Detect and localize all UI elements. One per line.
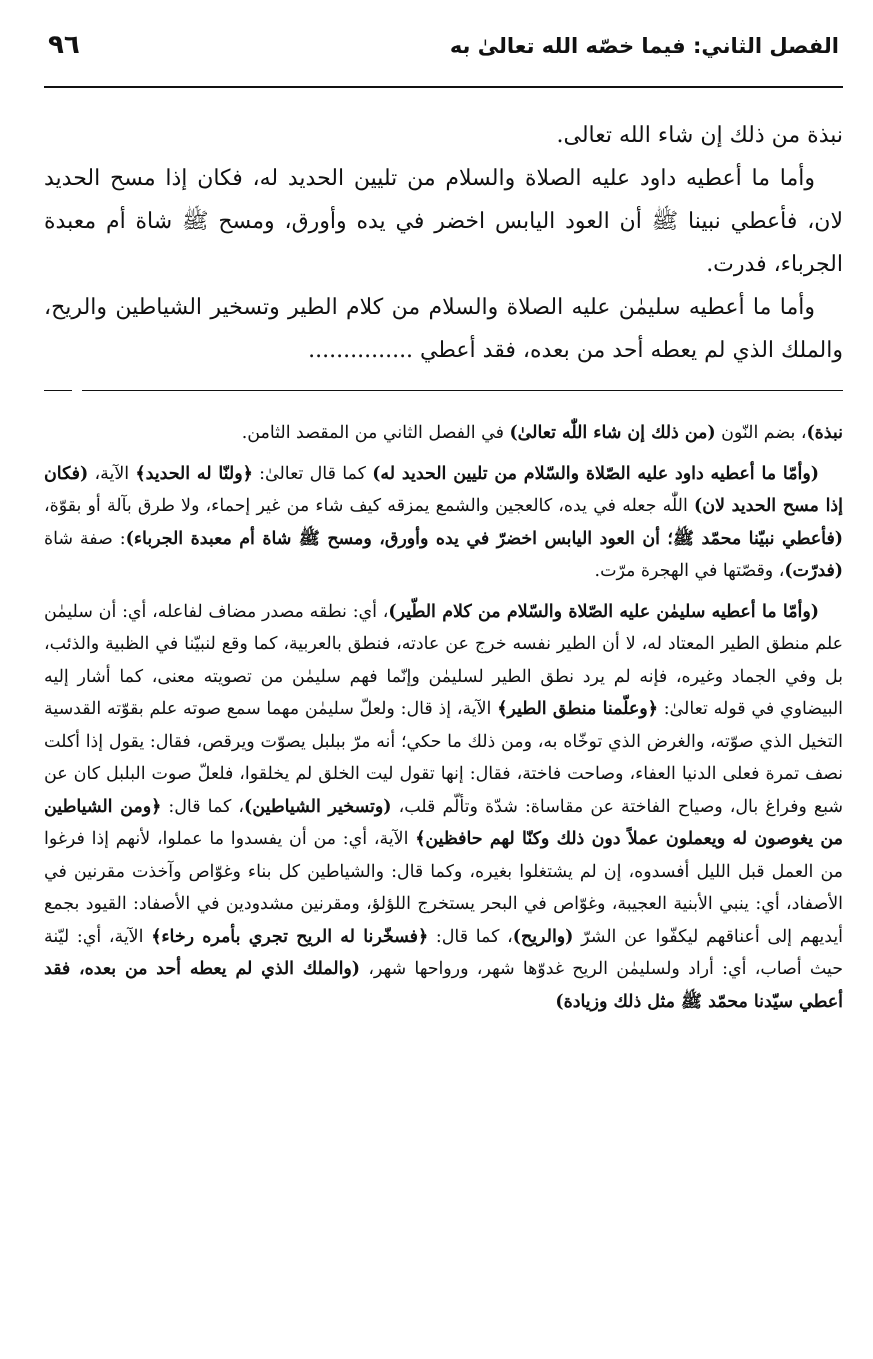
commentary-1-text-1: ، بضم النّون: [715, 423, 807, 443]
commentary-2-bold-2: ﴿ولنّا له الحديد﴾: [135, 463, 253, 484]
commentary-2-text-5: ، وقصّتها في الهجرة مرّت.: [594, 561, 785, 581]
commentary-3-text-3: ، كما قال:: [161, 796, 245, 817]
commentary-2-text-3: اللّٰه جعله في يده، كالعجين والشمع يمزقه كيف شاء من غير إحماء، ولا طرق بآلة أو بقوّة،: [44, 496, 695, 516]
book-page: [44, 30, 843, 1359]
commentary-3-text-4: الآية، أي: من أن يفسدوا ما عملوا، لأنهم إذا فرغوا من العمل قبل الليل أفسدوه، إن لم يشتغلوا بغيره، وكما قال: والشياطين كل بناء وغوّاص وآخذت مقرنين في الأصفاد، أي: ينبي الأبنية العجيبة، وغوّاص في البحر يستخرج اللؤلؤ، ومقرنين مشدودين في الأصفاد: القيود بجمع أيديهم إلى أعناقهم ليكفّوا عن الشرّ: [44, 829, 843, 947]
commentary-2-bold-4: (فأعطي نبيّنا محمّد ﷺ؛ أن العود اليابس اخضرّ في يده وأورق، ومسح ﷺ شاة أم معبدة الجرباء): [125, 528, 843, 549]
commentary-paragraph-3: [44, 596, 843, 1019]
main-paragraph-1: نبذة من ذلك إن شاء الله تعالى.: [556, 123, 843, 148]
commentary-paragraph-2: [44, 458, 843, 588]
commentary-3-text-2: الآية، إذ قال: ولعلّ سليمٰن مهما سمع صوته علم بقوّته القدسية التخيل الذي صوّته، والغرض الذي توخّاه به، ومن ذلك ما حكي؛ أنه مرّ ببلبل يصوّت ويرقص، فقال: يقول إذا أكلت نصف تمرة فعلى الدنيا العفاء، وصاحت فاختة، فقال: إنها تقول ليت الخلق لم يخلقوا، فلعلّ صوت البلبل كان عن شبع وفراغ بال، وصياح الفاختة عن مقاساة: شدّة وتألّم قلب،: [44, 699, 844, 817]
page-header: [44, 30, 843, 88]
commentary-2-bold-5: (فدرّت): [784, 561, 843, 581]
main-text: [44, 114, 843, 372]
commentary-3-bold-4: ﴿ومن الشياطين من يغوصون له ويعملون عملاً دون ذلك وكنّا لهم حافظين﴾: [44, 796, 843, 849]
commentary-1-bold-1: نبذة): [806, 423, 843, 443]
commentary-3-text-6: الآية، أي: ليّنة حيث أصاب، أي: أراد ولسليمٰن الريح غدوّها شهر، ورواحها شهر،: [44, 926, 843, 979]
commentary-3-bold-3: (وتسخير الشياطين): [244, 796, 392, 817]
footnote-divider: [44, 390, 843, 391]
commentary-2-bold-1: (وأمّا ما أعطيه داود عليه الصّلاة والسّلام من تليين الحديد له): [372, 463, 819, 484]
commentary-3-bold-1: (وأمّا ما أعطيه سليمٰن عليه الصّلاة والسّلام من كلام الطّير): [388, 601, 819, 622]
running-title: الفصل الثاني: فيما خصّه الله تعالىٰ به: [449, 34, 839, 58]
commentary-3-bold-6: ﴿فسخّرنا له الريح تجري بأمره رخاء﴾: [151, 926, 429, 947]
commentary-2-bold-3: (فكان إذا مسح الحديد لان): [44, 463, 843, 516]
commentary-paragraph-1: [44, 417, 843, 450]
commentary-2-text-2: الآية،: [88, 463, 136, 484]
commentary-2-text-4: : صفة شاة: [44, 528, 126, 549]
commentary-3-bold-2: ﴿وعلّمنا منطق الطير﴾: [497, 699, 658, 719]
commentary-2-text-1: كما قال تعالىٰ:: [252, 463, 373, 484]
commentary-3-bold-7: (والملك الذي لم يعطه أحد من بعده، فقد أعطي سيّدنا محمّد ﷺ مثل ذلك وزيادة): [44, 959, 843, 1012]
divider-gap: [72, 388, 82, 393]
commentary-1-bold-2: (من ذلك إن شاء اللّٰه تعالىٰ): [509, 423, 716, 443]
main-paragraph-3: وأما ما أعطيه سليمٰن عليه الصلاة والسلام من كلام الطير وتسخير الشياطين والريح، والملك الذي لم يعطه أحد من بعده، فقد أعطي ...............: [44, 295, 843, 363]
main-paragraph-2: وأما ما أعطيه داود عليه الصلاة والسلام من تليين الحديد له، فكان إذا مسح الحديد لان، فأعطي نبينا ﷺ أن العود اليابس اخضر في يده وأورق، ومسح ﷺ شاة أم معبدة الجرباء، فدرت.: [44, 166, 843, 277]
commentary: [44, 417, 843, 1018]
commentary-1-text-2: في الفصل الثاني من المقصد الثامن.: [241, 423, 510, 443]
commentary-3-bold-5: (والريح): [512, 926, 574, 947]
commentary-3-text-5: ، كما قال:: [428, 926, 513, 947]
page-number: ٩٦: [48, 30, 80, 60]
commentary-3-text-1: ، أي: نطقه مصدر مضاف لفاعله، أي: أن سليمٰن علم منطق الطير المعتاد له، لا أن الطير نفسه خرج عن عادته، فنطق بالعربية، كما وقع لنبيّنا في الظبية والذئب، بل وفي الجماد وغيره، فإنه لم يرد نطق الطير لسليمٰن وإنّما فهم سليمٰن من تصويته معنى، كما أشار إليه البيضاوي في قوله تعالىٰ:: [44, 601, 843, 719]
